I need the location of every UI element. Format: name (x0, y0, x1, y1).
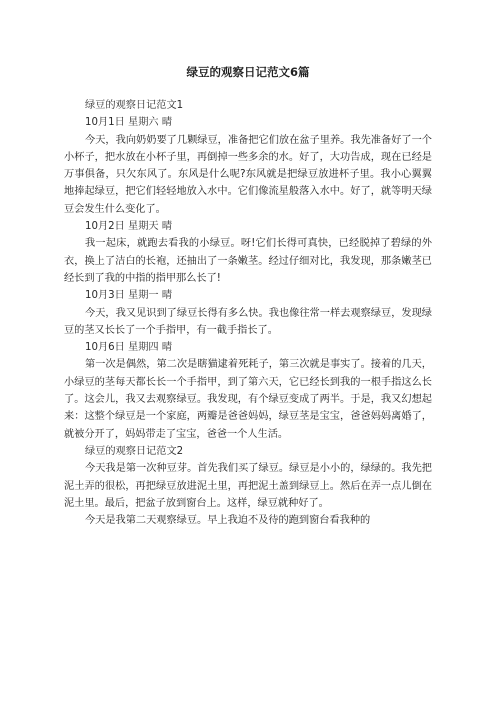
section-heading-2: 绿豆的观察日记范文2 (85, 445, 184, 457)
diary-date-oct-2: 10月2日 星期天 晴 (85, 221, 173, 233)
essay-2-paragraph-2: 今天是我第二天观察绿豆。早上我迫不及待的跑到窗台看我种的 (85, 515, 371, 527)
diary-entry-oct-2: 我一起床，就跑去看我的小绿豆。呀!它们长得可真快，已经脱掉了碧绿的外衣，换上了洁白的长袍，还抽出了一条嫩茎。经过仔细对比，我发现，那条嫩茎已经长到了我的中指的指甲那么长了! (64, 238, 432, 284)
diary-date-oct-3: 10月3日 星期一 晴 (85, 290, 173, 302)
section-heading-1: 绿豆的观察日记范文1 (85, 100, 184, 111)
diary-date-oct-6: 10月6日 星期四 晴 (85, 342, 173, 354)
diary-entry-oct-1: 今天，我向奶奶要了几颗绿豆，准备把它们放在盆子里养。我先准备好了一个小杯子，把水放在小杯子里，再倒掉一些多余的水。好了，大功告成，现在已经是万事俱备，只欠东风了。东风是什么呢?东风就是把绿豆放进杯子里。我小心翼翼地捧起绿豆，把它们轻轻地放入水中。它们像流星般落入水中。好了，就等明天绿豆会发生什么变化了。 (64, 134, 432, 215)
diary-date-oct-1: 10月1日 星期六 晴 (85, 117, 173, 129)
document-title: 绿豆的观察日记范文6篇 (186, 65, 310, 79)
diary-entry-oct-3: 今天，我又见识到了绿豆长得有多么快。我也像往常一样去观察绿豆，发现绿豆的茎又长长了一个手指甲，有一截手指长了。 (64, 307, 432, 336)
diary-entry-oct-6: 第一次是偶然，第二次是瞎猫逮着死耗子，第三次就是事实了。接着的几天，小绿豆的茎每天都长长一个手指甲，到了第六天，它已经长到我的一根手指这么长了。这会儿，我又去观察绿豆。我发现，有个绿豆变成了两半。于是，我又幻想起来：这整个绿豆是一个家庭，两瓣是爸爸妈妈，绿豆茎是宝宝，爸爸妈妈离婚了，就被分开了，妈妈带走了宝宝，爸爸一个人生活。 (64, 359, 432, 440)
essay-2-paragraph-1: 今天我是第一次种豆芽。首先我们买了绿豆。绿豆是小小的，绿绿的。我先把泥土弄的很松，再把绿豆放进泥土里，再把泥土盖到绿豆上。然后在弄一点儿倒在泥土里。最后，把盆子放到窗台上。这样，绿豆就种好了。 (64, 463, 432, 509)
